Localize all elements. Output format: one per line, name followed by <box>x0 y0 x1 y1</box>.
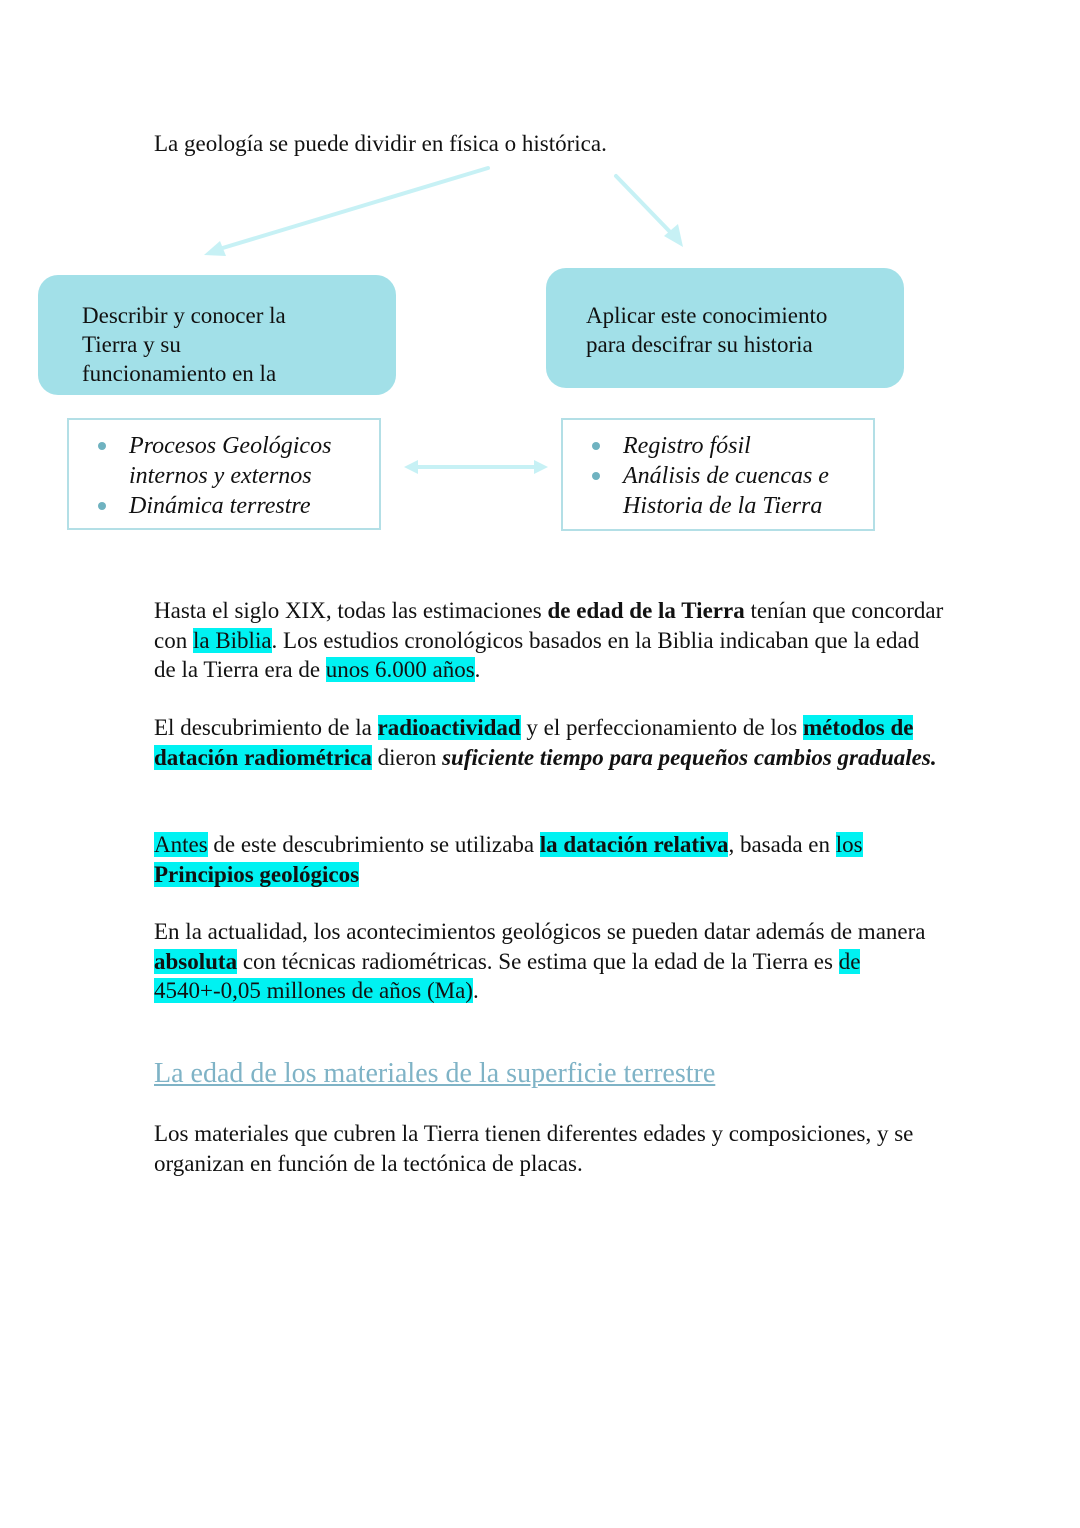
highlight: los Principios geológicos <box>154 832 863 887</box>
highlight: de 4540+-0,05 millones de años (Ma) <box>154 948 861 1003</box>
highlight: absoluta <box>154 948 238 974</box>
paragraph-absolute-dating: En la actualidad, los acontecimientos geológicos se pueden datar además de manera absoluta con técnicas radiométricas. Se estima que la edad de la Tierra es de 4540+-0,05 millones de años (Ma). <box>154 919 926 1003</box>
historical-geology-box <box>546 268 904 388</box>
historical-geology-line2: para descifrar su historia <box>586 332 813 357</box>
historical-geology-line1: Aplicar este conocimiento <box>586 303 828 328</box>
list-item: Análisis de cuencas e Historia de la Tierra <box>563 461 873 521</box>
physical-geology-list <box>67 418 381 530</box>
physical-geology-box <box>38 275 396 395</box>
physical-geology-line1: Describir y conocer la <box>82 303 286 328</box>
arrow-to-right-box <box>616 176 683 247</box>
paragraph-bible-age: Hasta el siglo XIX, todas las estimaciones de edad de la Tierra tenían que concordar con la Biblia. Los estudios cronológicos basados en la Biblia indicaban que la edad de la Tierra era de unos 6.000 años. <box>154 598 944 682</box>
highlight: unos 6.000 años <box>325 657 475 682</box>
paragraph-surface-materials: Los materiales que cubren la Tierra tienen diferentes edades y composiciones, y se organizan en función de la tectónica de placas. <box>154 1121 914 1176</box>
highlight: la Biblia <box>192 627 272 653</box>
list-item: Procesos Geológicos internos y externos <box>69 431 379 491</box>
arrow-to-left-box <box>204 168 488 256</box>
double-arrow-between-lists <box>404 460 548 474</box>
highlight: radioactividad <box>377 715 521 740</box>
list-item: Registro fósil <box>563 431 873 461</box>
intro-sentence: La geología se puede dividir en física o histórica. <box>154 131 607 156</box>
highlight: la datación relativa <box>539 832 729 857</box>
section-heading: La edad de los materiales de la superficie terrestre <box>154 1058 716 1089</box>
list-item: Dinámica terrestre <box>69 491 379 521</box>
paragraph-radioactivity: El descubrimiento de la radioactividad y el perfeccionamiento de los métodos de datación radiométrica dieron suficiente tiempo para pequeños cambios graduales. <box>154 715 937 770</box>
highlight: métodos de datación radiométrica <box>154 715 914 770</box>
physical-geology-line3: funcionamiento en la <box>82 361 277 386</box>
paragraph-relative-dating: Antes de este descubrimiento se utilizaba la datación relativa, basada en los Principios geológicos <box>154 832 863 887</box>
highlight: Antes <box>154 832 208 857</box>
physical-geology-line2: Tierra y su <box>82 332 181 357</box>
historical-geology-list <box>561 418 875 531</box>
